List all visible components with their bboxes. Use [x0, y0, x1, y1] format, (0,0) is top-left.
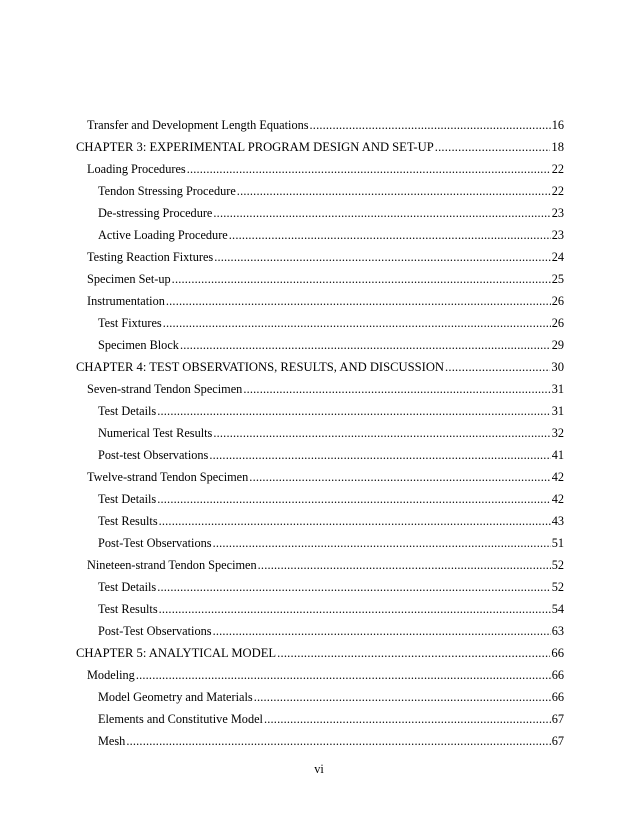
toc-entry[interactable] [76, 440, 564, 462]
toc-entry[interactable] [76, 418, 564, 440]
toc-entry-label: Numerical Test Results [98, 426, 213, 440]
toc-entry[interactable] [76, 484, 564, 506]
toc-entry-label: CHAPTER 4: TEST OBSERVATIONS, RESULTS, AND DISCUSSION [76, 360, 445, 374]
toc-entry[interactable] [76, 308, 564, 330]
toc-entry[interactable] [76, 264, 564, 286]
toc-entry-page: 67 [551, 734, 564, 748]
toc-dot-leader [229, 228, 551, 242]
toc-dot-leader [435, 140, 551, 154]
toc-entry-label: Testing Reaction Fixtures [87, 250, 214, 264]
table-of-contents [76, 110, 564, 748]
toc-dot-leader [213, 426, 550, 440]
toc-dot-leader [172, 272, 551, 286]
toc-entry-page: 52 [551, 580, 564, 594]
toc-entry-page: 16 [551, 118, 564, 132]
toc-entry-page: 67 [551, 712, 564, 726]
toc-dot-leader [180, 338, 551, 352]
toc-entry-label: Post-Test Observations [98, 624, 212, 638]
toc-entry-label: Post-Test Observations [98, 536, 212, 550]
toc-entry-page: 66 [551, 690, 564, 704]
toc-entry-page: 66 [551, 646, 564, 660]
toc-entry-page: 30 [551, 360, 564, 374]
toc-entry-label: Test Results [98, 514, 158, 528]
toc-dot-leader [310, 118, 551, 132]
toc-entry-page: 66 [551, 668, 564, 682]
toc-dot-leader [277, 646, 550, 660]
toc-entry-label: Specimen Block [98, 338, 179, 352]
toc-entry-label: Elements and Constitutive Model [98, 712, 263, 726]
toc-dot-leader [157, 492, 550, 506]
toc-entry-page: 18 [551, 140, 564, 154]
toc-entry[interactable] [76, 220, 564, 242]
toc-dot-leader [237, 184, 551, 198]
toc-entry[interactable] [76, 242, 564, 264]
toc-dot-leader [249, 470, 550, 484]
toc-entry-page: 31 [551, 404, 564, 418]
toc-dot-leader [214, 250, 551, 264]
toc-entry[interactable] [76, 154, 564, 176]
toc-entry-label: Instrumentation [87, 294, 165, 308]
toc-entry-label: Tendon Stressing Procedure [98, 184, 236, 198]
toc-entry-label: Active Loading Procedure [98, 228, 228, 242]
toc-dot-leader [213, 624, 551, 638]
toc-entry[interactable] [76, 176, 564, 198]
toc-entry-label: Post-test Observations [98, 448, 209, 462]
toc-entry[interactable] [76, 330, 564, 352]
toc-entry-page: 23 [551, 228, 564, 242]
toc-dot-leader [213, 536, 551, 550]
toc-entry-page: 22 [551, 162, 564, 176]
toc-entry-label: De-stressing Procedure [98, 206, 213, 220]
toc-entry-page: 52 [551, 558, 564, 572]
toc-entry-page: 42 [551, 470, 564, 484]
toc-entry-label: Seven-strand Tendon Specimen [87, 382, 243, 396]
toc-entry-page: 42 [551, 492, 564, 506]
toc-chapter-entry[interactable] [76, 132, 564, 154]
toc-dot-leader [258, 558, 551, 572]
toc-entry-page: 22 [551, 184, 564, 198]
toc-entry[interactable] [76, 726, 564, 748]
toc-entry-page: 24 [551, 250, 564, 264]
toc-entry[interactable] [76, 594, 564, 616]
toc-entry-label: Transfer and Development Length Equations [87, 118, 309, 132]
toc-chapter-entry[interactable] [76, 352, 564, 374]
toc-entry-label: Modeling [87, 668, 135, 682]
toc-entry-page: 41 [551, 448, 564, 462]
toc-entry-page: 51 [551, 536, 564, 550]
toc-entry-label: Test Results [98, 602, 158, 616]
toc-entry-page: 63 [551, 624, 564, 638]
toc-entry-label: Test Fixtures [98, 316, 162, 330]
toc-entry-label: Mesh [98, 734, 126, 748]
toc-entry[interactable] [76, 682, 564, 704]
toc-entry[interactable] [76, 110, 564, 132]
toc-dot-leader [126, 734, 550, 748]
toc-entry-page: 29 [551, 338, 564, 352]
toc-dot-leader [209, 448, 550, 462]
toc-entry[interactable] [76, 572, 564, 594]
toc-entry[interactable] [76, 506, 564, 528]
toc-entry-page: 26 [551, 316, 564, 330]
toc-dot-leader [213, 206, 550, 220]
toc-entry-page: 54 [551, 602, 564, 616]
toc-dot-leader [159, 602, 551, 616]
toc-entry[interactable] [76, 704, 564, 726]
toc-dot-leader [254, 690, 551, 704]
toc-dot-leader [157, 404, 550, 418]
toc-entry-label: Test Details [98, 404, 157, 418]
toc-dot-leader [159, 514, 551, 528]
toc-dot-leader [264, 712, 551, 726]
toc-dot-leader [243, 382, 550, 396]
toc-entry-label: Specimen Set-up [87, 272, 171, 286]
toc-entry[interactable] [76, 616, 564, 638]
toc-entry[interactable] [76, 550, 564, 572]
toc-entry-label: Nineteen-strand Tendon Specimen [87, 558, 257, 572]
toc-entry-label: Twelve-strand Tendon Specimen [87, 470, 249, 484]
toc-dot-leader [445, 360, 550, 374]
toc-entry-page: 31 [551, 382, 564, 396]
toc-entry-page: 43 [551, 514, 564, 528]
toc-dot-leader [163, 316, 551, 330]
toc-entry-label: CHAPTER 3: EXPERIMENTAL PROGRAM DESIGN AND SET-UP [76, 140, 434, 154]
toc-entry[interactable] [76, 374, 564, 396]
toc-dot-leader [136, 668, 551, 682]
toc-entry[interactable] [76, 198, 564, 220]
toc-dot-leader [166, 294, 551, 308]
toc-entry[interactable] [76, 528, 564, 550]
toc-entry[interactable] [76, 660, 564, 682]
toc-entry[interactable] [76, 462, 564, 484]
toc-entry-label: Loading Procedures [87, 162, 186, 176]
toc-chapter-entry[interactable] [76, 638, 564, 660]
toc-entry-label: Model Geometry and Materials [98, 690, 253, 704]
toc-entry-page: 25 [551, 272, 564, 286]
toc-entry-label: Test Details [98, 580, 157, 594]
toc-entry-label: CHAPTER 5: ANALYTICAL MODEL [76, 646, 277, 660]
toc-dot-leader [157, 580, 550, 594]
toc-entry-page: 26 [551, 294, 564, 308]
toc-entry-page: 32 [551, 426, 564, 440]
toc-entry[interactable] [76, 286, 564, 308]
page-number: vi [314, 762, 324, 776]
toc-entry[interactable] [76, 396, 564, 418]
toc-entry-label: Test Details [98, 492, 157, 506]
toc-dot-leader [187, 162, 551, 176]
toc-entry-page: 23 [551, 206, 564, 220]
